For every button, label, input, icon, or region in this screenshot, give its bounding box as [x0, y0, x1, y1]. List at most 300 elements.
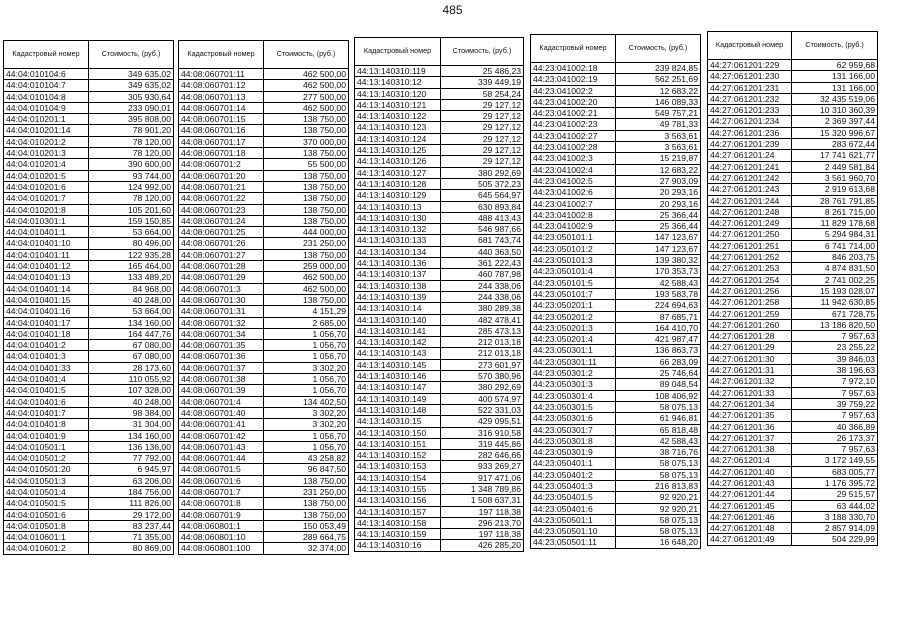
cadastral-number-cell: 44:13:140310:149: [355, 393, 441, 404]
cadastral-number-cell: 44:23:050101:4: [531, 266, 616, 277]
table-row: [179, 227, 349, 238]
table-row: [355, 495, 524, 506]
cadastral-number-cell: 44:27:061201:252: [708, 252, 792, 263]
table-row: [4, 249, 174, 260]
cadastral-number-cell: 44:08:060701:42: [179, 430, 264, 441]
cost-cell: 138 750,00: [264, 170, 349, 181]
table-row: [531, 63, 701, 74]
cost-cell: 681 743,74: [441, 235, 524, 246]
cost-cell: 58 075,13: [616, 526, 701, 537]
table-row: [708, 206, 878, 217]
cost-cell: 15 219,87: [616, 153, 701, 164]
table-row: [4, 340, 174, 351]
cadastral-number-cell: 44:08:060701:34: [179, 328, 264, 339]
cost-cell: 122 935,28: [89, 249, 174, 260]
cost-cell: 53 664,00: [89, 306, 174, 317]
cadastral-number-cell: 44:08:060701:36: [179, 351, 264, 362]
table-row: [179, 272, 349, 283]
cadastral-number-cell: 44:04:010401:2: [4, 340, 89, 351]
cadastral-number-cell: 44:08:060701:11: [179, 69, 264, 80]
table-row: [531, 130, 701, 141]
cost-cell: 429 095,51: [441, 416, 524, 427]
cadastral-number-cell: 44:08:060701:30: [179, 294, 264, 305]
cost-cell: 138 750,00: [264, 498, 349, 509]
table-column-4: [530, 34, 701, 549]
table-row: [531, 514, 701, 525]
cadastral-number-cell: 44:23:041002:5: [531, 175, 616, 186]
table-row: [531, 74, 701, 85]
table-row: [4, 159, 174, 170]
table-row: [355, 461, 524, 472]
table-column-5: [707, 31, 878, 546]
cadastral-number-cell: 44:23:050401:2: [531, 469, 616, 480]
table-row: [708, 184, 878, 195]
table-row: [4, 148, 174, 159]
cadastral-number-cell: 44:13:140310:152: [355, 450, 441, 461]
table-row: [355, 224, 524, 235]
cost-cell: 305 930,64: [89, 91, 174, 102]
cadastral-number-cell: 44:23:050301:11: [531, 356, 616, 367]
cost-cell: 440 363,50: [441, 246, 524, 257]
table-row: [4, 283, 174, 294]
cost-cell: 289 664,75: [264, 532, 349, 543]
cost-cell: 380 292,69: [441, 167, 524, 178]
table-row: [531, 447, 701, 458]
cadastral-number-cell: 44:23:050301:3: [531, 379, 616, 390]
cost-cell: 124 992,00: [89, 181, 174, 192]
cadastral-number-cell: 44:23:050101:1: [531, 232, 616, 243]
cadastral-number-cell: 44:08:060701:35: [179, 340, 264, 351]
cost-cell: 2 685,00: [264, 317, 349, 328]
table-row: [179, 396, 349, 407]
table-row: [708, 285, 878, 296]
cost-cell: 138 750,00: [264, 125, 349, 136]
table-row: [531, 368, 701, 379]
cost-cell: 58 254,24: [441, 88, 524, 99]
cost-cell: 3 561 960,70: [792, 172, 878, 183]
table-row: [4, 181, 174, 192]
cost-cell: 546 987,66: [441, 224, 524, 235]
cost-cell: 462 500,00: [264, 102, 349, 113]
cost-cell: 522 331,03: [441, 404, 524, 415]
table-row: [4, 193, 174, 204]
cost-cell: 83 237,44: [89, 520, 174, 531]
cadastral-number-cell: 44:27:061201:244: [708, 195, 792, 206]
cadastral-number-cell: 44:27:061201:38: [708, 444, 792, 455]
cadastral-number-cell: 44:27:061201:239: [708, 139, 792, 150]
table-row: [531, 187, 701, 198]
cadastral-number-cell: 44:27:061201:46: [708, 511, 792, 522]
cost-cell: 138 750,00: [264, 114, 349, 125]
cost-cell: 462 500,00: [264, 80, 349, 91]
cost-cell: 107 328,00: [89, 385, 174, 396]
cost-cell: 77 792,00: [89, 453, 174, 464]
cadastral-number-cell: 44:13:140310:12: [355, 77, 441, 88]
cost-cell: 39 759,22: [792, 398, 878, 409]
cadastral-number-cell: 44:27:061201:44: [708, 489, 792, 500]
cost-cell: 20 293,16: [616, 187, 701, 198]
table-row: [531, 142, 701, 153]
cost-cell: 488 413,43: [441, 212, 524, 223]
table-row: [4, 204, 174, 215]
cost-cell: 390 600,00: [89, 159, 174, 170]
table-row: [4, 430, 174, 441]
cadastral-number-cell: 44:27:061201:28: [708, 331, 792, 342]
table-row: [179, 249, 349, 260]
table-row: [355, 280, 524, 291]
table-row: [179, 340, 349, 351]
cost-cell: 7 972,10: [792, 376, 878, 387]
cadastral-number-cell: 44:13:140310:127: [355, 167, 441, 178]
table-row: [531, 424, 701, 435]
cost-cell: 12 683,22: [616, 85, 701, 96]
cost-cell: 84 968,00: [89, 283, 174, 294]
cadastral-number-cell: 44:04:010501:3: [4, 475, 89, 486]
table-row: [179, 543, 349, 554]
cost-cell: 139 380,32: [616, 255, 701, 266]
table-row: [179, 317, 349, 328]
cadastral-number-cell: 44:08:060701:9: [179, 509, 264, 520]
cost-cell: 2 857 914,09: [792, 523, 878, 534]
cadastral-number-cell: 44:08:060701:17: [179, 136, 264, 147]
cadastral-number-cell: 44:23:041002:7: [531, 198, 616, 209]
cadastral-number-cell: 44:13:140310:155: [355, 483, 441, 494]
cost-cell: 7 957,63: [792, 387, 878, 398]
cost-cell: 426 285,20: [441, 540, 524, 551]
cadastral-number-cell: 44:04:010501:5: [4, 498, 89, 509]
table-row: [355, 416, 524, 427]
cadastral-number-cell: 44:08:060701:24: [179, 215, 264, 226]
cadastral-number-cell: 44:27:061201:24: [708, 150, 792, 161]
cadastral-number-cell: 44:04:010104:9: [4, 102, 89, 113]
table-row: [531, 277, 701, 288]
cadastral-number-cell: 44:08:060701:16: [179, 125, 264, 136]
cadastral-number-cell: 44:04:010201:8: [4, 204, 89, 215]
table-row: [4, 125, 174, 136]
cadastral-number-cell: 44:13:140310:16: [355, 540, 441, 551]
cadastral-number-cell: 44:08:060701:43: [179, 441, 264, 452]
cost-cell: 2 741 002,25: [792, 274, 878, 285]
table-row: [708, 534, 878, 545]
table-row: [179, 69, 349, 80]
cadastral-number-cell: 44:08:060701:5: [179, 464, 264, 475]
cadastral-number-cell: 44:23:041002:21: [531, 108, 616, 119]
cost-cell: 136 863,73: [616, 345, 701, 356]
cadastral-number-cell: 44:27:061201:248: [708, 206, 792, 217]
cadastral-number-cell: 44:13:140310:137: [355, 269, 441, 280]
table-row: [4, 509, 174, 520]
table-row: [179, 385, 349, 396]
cost-cell: 231 250,00: [264, 238, 349, 249]
cadastral-number-cell: 44:08:060701:22: [179, 193, 264, 204]
cadastral-number-cell: 44:08:060701:15: [179, 114, 264, 125]
cost-cell: 197 118,38: [441, 506, 524, 517]
cost-cell: 400 574,97: [441, 393, 524, 404]
cost-cell: 29 127,12: [441, 156, 524, 167]
cost-cell: 7 957,63: [792, 444, 878, 455]
cost-cell: 80 869,00: [89, 543, 174, 554]
cost-cell: 26 173,37: [792, 432, 878, 443]
cost-cell: 6 945,97: [89, 464, 174, 475]
cost-cell: 1 056,70: [264, 328, 349, 339]
cadastral-number-cell: 44:23:050301:5: [531, 401, 616, 412]
cost-cell: 138 750,00: [264, 148, 349, 159]
cost-cell: 78 120,00: [89, 136, 174, 147]
table-row: [179, 238, 349, 249]
cadastral-number-cell: 44:08:060701:38: [179, 374, 264, 385]
cadastral-number-cell: 44:27:061201:242: [708, 172, 792, 183]
table-row: [708, 82, 878, 93]
cadastral-number-cell: 44:04:010104:6: [4, 69, 89, 80]
cadastral-number-cell: 44:27:061201:37: [708, 432, 792, 443]
cadastral-number-cell: 44:23:050501:11: [531, 537, 616, 548]
table-row: [4, 91, 174, 102]
table-row: [179, 441, 349, 452]
table-row: [355, 404, 524, 415]
cost-cell: 462 500,00: [264, 69, 349, 80]
cost-cell: 29 172,00: [89, 509, 174, 520]
cadastral-number-cell: 44:13:140310:151: [355, 438, 441, 449]
cadastral-number-cell: 44:04:010401:6: [4, 396, 89, 407]
cost-cell: 80 496,00: [89, 238, 174, 249]
table-row: [4, 385, 174, 396]
cost-cell: 505 372,23: [441, 178, 524, 189]
cadastral-number-cell: 44:27:061201:33: [708, 387, 792, 398]
table-row: [708, 432, 878, 443]
table-row: [355, 517, 524, 528]
cost-cell: 12 683,22: [616, 164, 701, 175]
table-row: [708, 161, 878, 172]
cost-cell: 138 750,00: [264, 509, 349, 520]
cost-cell: 4 151,29: [264, 306, 349, 317]
cadastral-number-cell: 44:23:050301:4: [531, 390, 616, 401]
cost-cell: 3 188 330,70: [792, 511, 878, 522]
cost-cell: 244 338,06: [441, 280, 524, 291]
table-row: [4, 261, 174, 272]
table-row: [531, 288, 701, 299]
table-row: [4, 69, 174, 80]
table-row: [355, 99, 524, 110]
table-row: [708, 252, 878, 263]
cost-cell: 212 013,18: [441, 348, 524, 359]
table-row: [4, 520, 174, 531]
table-row: [531, 164, 701, 175]
cost-cell: 23 255,22: [792, 342, 878, 353]
table-row: [708, 172, 878, 183]
cadastral-number-cell: 44:13:140310:134: [355, 246, 441, 257]
cost-cell: 131 166,00: [792, 82, 878, 93]
table-row: [531, 413, 701, 424]
cadastral-number-cell: 44:27:061201:249: [708, 218, 792, 229]
cost-cell: 29 127,12: [441, 99, 524, 110]
table-row: [4, 306, 174, 317]
table-row: [355, 145, 524, 156]
table-row: [708, 127, 878, 138]
table-row: [708, 489, 878, 500]
table-row: [708, 342, 878, 353]
cost-cell: 25 366,44: [616, 209, 701, 220]
cost-cell: 39 846,03: [792, 353, 878, 364]
cadastral-number-cell: 44:27:061201:229: [708, 60, 792, 71]
cost-cell: 63 206,00: [89, 475, 174, 486]
cost-cell: 2 449 581,84: [792, 161, 878, 172]
cost-cell: 361 222,43: [441, 258, 524, 269]
table-row: [708, 500, 878, 511]
table-row: [179, 351, 349, 362]
cadastral-number-cell: 44:23:050301:2: [531, 368, 616, 379]
cost-cell: 933 269,27: [441, 461, 524, 472]
table-row: [355, 167, 524, 178]
table-row: [708, 139, 878, 150]
cadastral-number-cell: 44:23:050201:4: [531, 334, 616, 345]
table-row: [708, 229, 878, 240]
cost-cell: 89 048,54: [616, 379, 701, 390]
cadastral-number-cell: 44:13:140310:154: [355, 472, 441, 483]
cost-cell: 285 473,13: [441, 325, 524, 336]
cost-cell: 231 250,00: [264, 486, 349, 497]
cadastral-number-cell: 44:08:060701:41: [179, 419, 264, 430]
cost-cell: 159 150,85: [89, 215, 174, 226]
cadastral-number-cell: 44:27:061201:254: [708, 274, 792, 285]
cadastral-number-cell: 44:27:061201:236: [708, 127, 792, 138]
table-row: [355, 348, 524, 359]
cost-cell: 3 563,61: [616, 130, 701, 141]
table-row: [355, 235, 524, 246]
cost-cell: 42 588,43: [616, 435, 701, 446]
cadastral-number-cell: 44:08:060701:31: [179, 306, 264, 317]
cost-cell: 395 808,00: [89, 114, 174, 125]
cadastral-number-cell: 44:13:140310:150: [355, 427, 441, 438]
table-row: [531, 255, 701, 266]
table-column-1: [3, 40, 174, 555]
table-row: [531, 108, 701, 119]
cost-cell: 146 089,33: [616, 96, 701, 107]
cost-cell: 131 166,00: [792, 71, 878, 82]
cost-cell: 645 564,97: [441, 190, 524, 201]
cadastral-number-cell: 44:13:140310:157: [355, 506, 441, 517]
cost-cell: 504 229,99: [792, 534, 878, 545]
table-row: [531, 232, 701, 243]
cadastral-number-cell: 44:04:010401:13: [4, 272, 89, 283]
cost-cell: 92 920,21: [616, 492, 701, 503]
cadastral-number-cell: 44:08:060701:12: [179, 80, 264, 91]
cadastral-number-cell: 44:04:010201:6: [4, 181, 89, 192]
cadastral-number-cell: 44:08:060701:26: [179, 238, 264, 249]
cost-cell: 58 075,13: [616, 401, 701, 412]
cost-cell: 1 056,70: [264, 351, 349, 362]
table-row: [179, 486, 349, 497]
table-row: [179, 204, 349, 215]
table-row: [179, 114, 349, 125]
cost-cell: 1 348 789,86: [441, 483, 524, 494]
table-row: [179, 102, 349, 113]
table-row: [4, 419, 174, 430]
cadastral-number-cell: 44:08:060701:14: [179, 102, 264, 113]
cost-cell: 380 289,38: [441, 303, 524, 314]
cadastral-number-cell: 44:04:010104:7: [4, 80, 89, 91]
cadastral-number-cell: 44:04:010401:12: [4, 261, 89, 272]
table-row: [708, 105, 878, 116]
table-row: [179, 261, 349, 272]
cost-cell: 138 750,00: [264, 204, 349, 215]
cost-cell: 319 445,86: [441, 438, 524, 449]
cost-cell: 349 635,02: [89, 69, 174, 80]
cadastral-number-cell: 44:04:010501:8: [4, 520, 89, 531]
table-row: [355, 269, 524, 280]
cost-cell: 138 750,00: [264, 294, 349, 305]
table-row: [531, 345, 701, 356]
cadastral-number-cell: 44:27:061201:250: [708, 229, 792, 240]
cost-cell: 562 251,69: [616, 74, 701, 85]
table-row: [531, 458, 701, 469]
table-row: [355, 371, 524, 382]
cadastral-number-cell: 44:23:050101:2: [531, 243, 616, 254]
cadastral-number-cell: 44:13:140310:133: [355, 235, 441, 246]
table-row: [531, 266, 701, 277]
cost-cell: 3 302,20: [264, 419, 349, 430]
cost-cell: 49 781,33: [616, 119, 701, 130]
header-cadastral: Кадастровый номер: [179, 41, 264, 69]
cost-cell: 58 075,13: [616, 458, 701, 469]
cost-cell: 29 127,12: [441, 122, 524, 133]
table-row: [708, 150, 878, 161]
header-cadastral: Кадастровый номер: [531, 35, 616, 63]
table-row: [4, 294, 174, 305]
cost-cell: 1 056,70: [264, 441, 349, 452]
table-row: [4, 441, 174, 452]
table-row: [179, 520, 349, 531]
cadastral-number-cell: 44:27:061201:251: [708, 240, 792, 251]
cost-cell: 150 053,49: [264, 520, 349, 531]
cost-cell: 549 757,21: [616, 108, 701, 119]
cadastral-number-cell: 44:23:041002:27: [531, 130, 616, 141]
table-row: [179, 306, 349, 317]
cadastral-number-cell: 44:13:140310:145: [355, 359, 441, 370]
table-row: [708, 365, 878, 376]
table-row: [708, 308, 878, 319]
table-row: [708, 93, 878, 104]
cadastral-number-cell: 44:08:060701:37: [179, 362, 264, 373]
table-row: [4, 453, 174, 464]
cost-cell: 370 000,00: [264, 136, 349, 147]
table-row: [355, 133, 524, 144]
cost-cell: 316 910,58: [441, 427, 524, 438]
cost-cell: 61 946,81: [616, 413, 701, 424]
table-row: [708, 218, 878, 229]
table-row: [179, 509, 349, 520]
cost-cell: 78 901,20: [89, 125, 174, 136]
header-cadastral: Кадастровый номер: [708, 32, 792, 60]
cadastral-number-cell: 44:04:010501:4: [4, 486, 89, 497]
cost-cell: 164 410,70: [616, 322, 701, 333]
cadastral-number-cell: 44:27:061201:4: [708, 455, 792, 466]
table-row: [179, 419, 349, 430]
cadastral-number-cell: 44:08:060701:6: [179, 475, 264, 486]
cadastral-number-cell: 44:04:010401:11: [4, 249, 89, 260]
table-row: [179, 170, 349, 181]
cadastral-number-cell: 44:04:010601:2: [4, 543, 89, 554]
cost-cell: 380 292,69: [441, 382, 524, 393]
table-row: [179, 532, 349, 543]
cost-cell: 671 728,75: [792, 308, 878, 319]
table-row: [4, 374, 174, 385]
table-row: [708, 387, 878, 398]
table-row: [179, 453, 349, 464]
table-row: [355, 314, 524, 325]
table-row: [531, 469, 701, 480]
cadastral-number-cell: 44:23:050201:2: [531, 311, 616, 322]
cadastral-number-cell: 44:08:060701:28: [179, 261, 264, 272]
